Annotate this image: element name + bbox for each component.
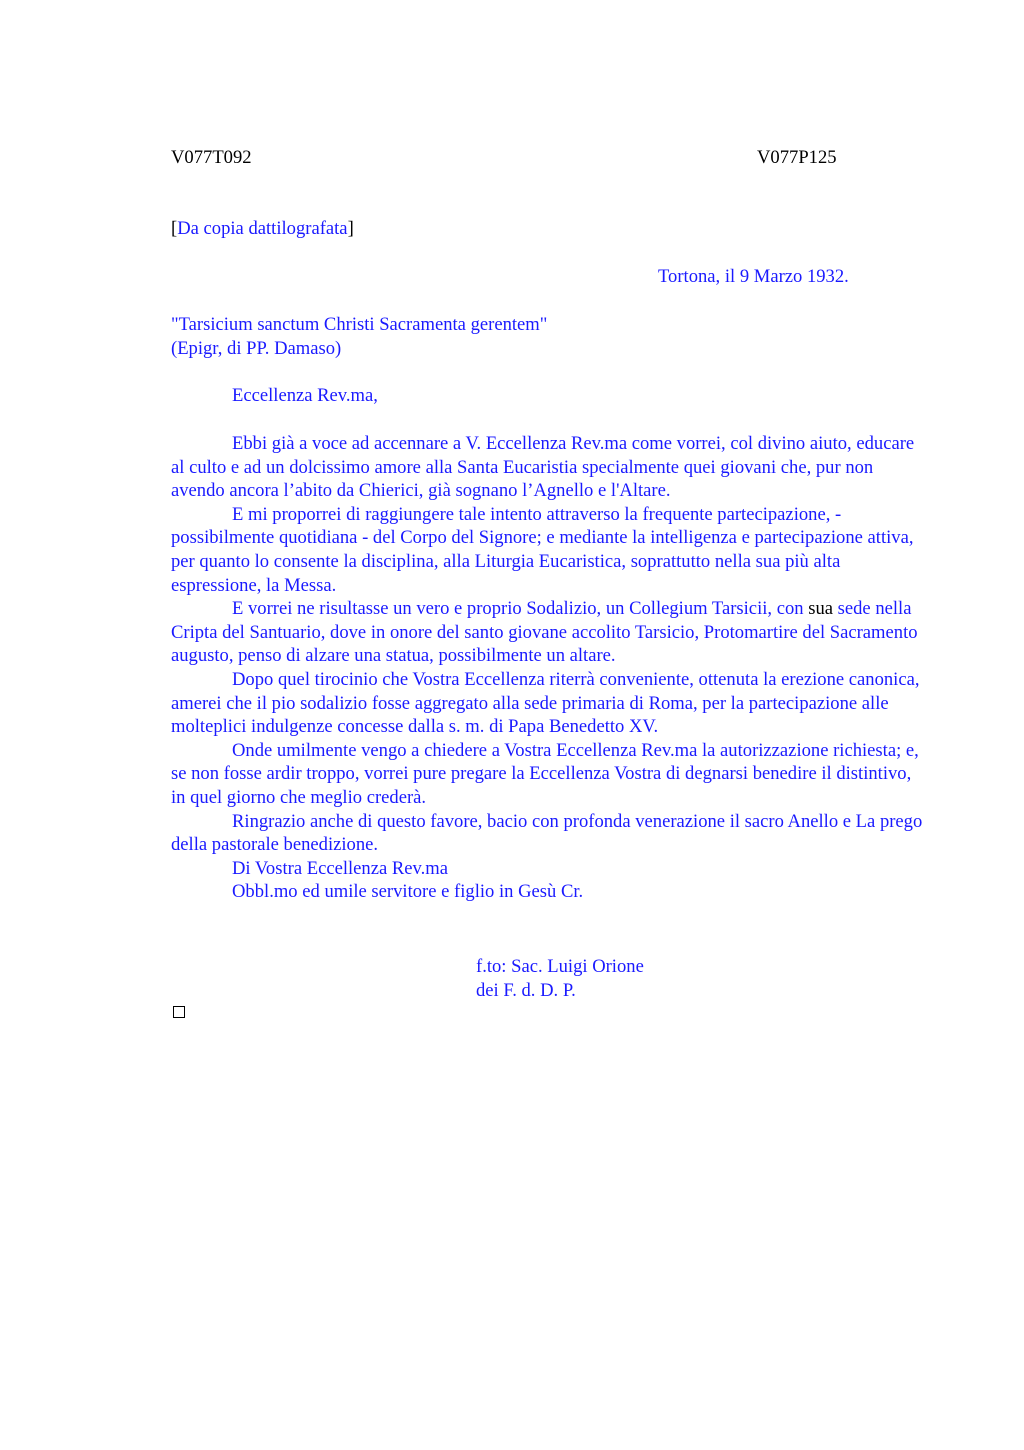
date-line: Tortona, il 9 Marzo 1932. xyxy=(658,266,849,287)
epigraph-quote: "Tarsicium sanctum Christi Sacramenta gerentem" xyxy=(171,314,548,335)
source-note xyxy=(171,217,354,241)
source-note-text: Da copia dattilografata xyxy=(177,218,348,239)
epigraph-attribution: (Epigr, di PP. Damaso) xyxy=(171,337,342,359)
closing-line-1: Di Vostra Eccellenza Rev.ma xyxy=(232,857,448,879)
paragraph-2: E mi proporrei di raggiungere tale intento attraverso la frequente partecipazione, - possibilmente quotidiana - del Corpo del Signore; e mediante la intelligenza e partecipazione attiva, per quanto lo consente la disciplina, alla Liturgia Eucaristica, soprattutto nella sua più alta espressione, la Messa. xyxy=(171,503,914,596)
closing-line-2: Obbl.mo ed umile servitore e figlio in Gesù Cr. xyxy=(232,881,584,903)
paragraph-3 xyxy=(171,597,927,668)
paragraph-1: Ebbi già a voce ad accennare a V. Eccellenza Rev.ma come vorrei, col divino aiuto, educare al culto e ad un dolcissimo amore alla Santa Eucaristia specialmente quei giovani che, pur non avendo ancora l’abito da Chierici, già sognano l’Agnello e l'Altare. xyxy=(171,433,915,502)
signature-line-1: f.to: Sac. Luigi Orione xyxy=(476,956,644,977)
end-marker-square-icon xyxy=(173,1006,185,1018)
signature xyxy=(476,955,644,1002)
salutation: Eccellenza Rev.ma, xyxy=(232,385,378,406)
source-note-open-bracket: [ xyxy=(171,218,178,239)
source-note-close-bracket: ] xyxy=(347,218,354,239)
page-code-right: V077P125 xyxy=(757,147,837,168)
paragraph-3-part-b: sua xyxy=(808,598,833,620)
document-code-left: V077T092 xyxy=(171,147,252,168)
epigraph xyxy=(171,313,547,360)
signature-line-2: dei F. d. D. P. xyxy=(476,979,576,1001)
paragraph-6: Ringrazio anche di questo favore, bacio con profonda venerazione il sacro Anello e La prego della pastorale benedizione. xyxy=(171,810,923,856)
paragraph-4: Dopo quel tirocinio che Vostra Eccellenza riterrà conveniente, ottenuta la erezione canonica, amerei che il pio sodalizio fosse aggregato alla sede primaria di Roma, per la partecipazione alle molteplici indulgenze concesse dalla s. m. di Papa Benedetto XV. xyxy=(171,668,920,738)
paragraph-3-part-c: sede nella Cripta del Santuario, dove in onore del santo giovane accolito Tarsicio, Protomartire del Sacramento augusto, penso di alzare una statua, possibilmente un altare. xyxy=(171,598,918,667)
letter-body xyxy=(171,432,927,904)
paragraph-3-part-a: E vorrei ne risultasse un vero e proprio Sodalizio, un Collegium Tarsicii, con xyxy=(232,598,809,620)
paragraph-5: Onde umilmente vengo a chiedere a Vostra Eccellenza Rev.ma la autorizzazione richiesta; e, se non fosse ardir troppo, vorrei pure pregare la Eccellenza Vostra di degnarsi benedire il distintivo, in quel giorno che meglio crederà. xyxy=(171,739,919,808)
